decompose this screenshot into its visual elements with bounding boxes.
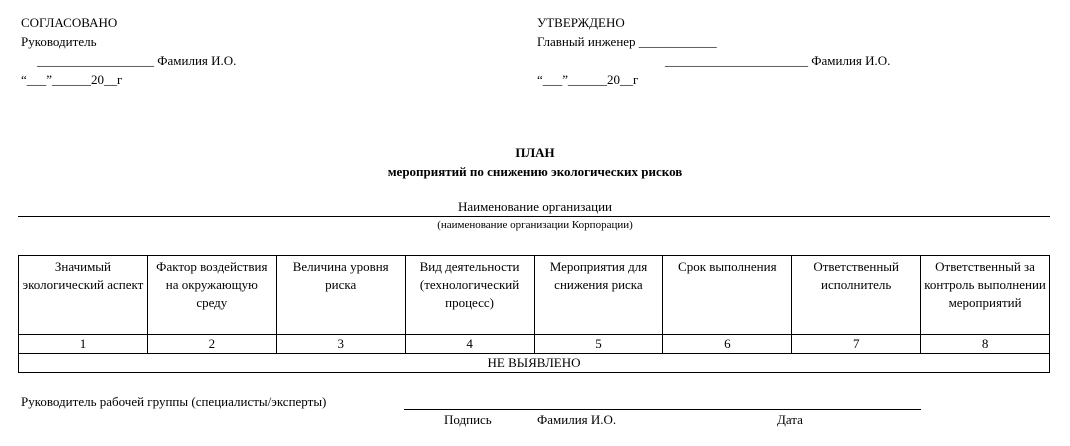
- approval-left-date-line: “___”______20__г: [21, 72, 123, 87]
- column-number-cell: 6: [663, 335, 792, 354]
- date-caption: Дата: [777, 412, 803, 427]
- column-number-cell: 8: [921, 335, 1050, 354]
- signature-caption: Подпись: [444, 412, 492, 427]
- document-subtitle: мероприятий по снижению экологических рисков: [387, 164, 683, 179]
- status-cell: НЕ ВЫЯВЛЕНО: [19, 354, 1050, 373]
- header-cell: Ответственный исполнитель: [792, 256, 921, 335]
- header-cell: Мероприятия для снижения риска: [534, 256, 663, 335]
- header-cell: Фактор воздействия на окружающую среду: [147, 256, 276, 335]
- column-number-cell: 1: [19, 335, 148, 354]
- approval-left-position: Руководитель: [21, 34, 97, 49]
- header-cell: Вид деятельности (технологический процесс): [405, 256, 534, 335]
- header-cell: Значимый экологический аспект: [19, 256, 148, 335]
- column-number-cell: 3: [276, 335, 405, 354]
- organization-underline: [18, 216, 1050, 217]
- approval-right-date-line: “___”______20__г: [537, 72, 639, 87]
- column-number-cell: 5: [534, 335, 663, 354]
- approval-right-signature-line: ______________________ Фамилия И.О.: [665, 53, 891, 68]
- column-number-cell: 7: [792, 335, 921, 354]
- table-number-row: [19, 335, 1050, 354]
- header-cell: Величина уровня риска: [276, 256, 405, 335]
- table-header-row: [19, 256, 1050, 335]
- document-title: ПЛАН: [515, 145, 555, 160]
- header-cell: Ответственный за контроль выполнении мероприятий: [921, 256, 1050, 335]
- organization-name: Наименование организации: [457, 199, 613, 214]
- signature-line: [404, 409, 921, 410]
- table-status-row: [19, 354, 1050, 373]
- column-number-cell: 2: [147, 335, 276, 354]
- approval-right-position: Главный инженер ____________: [537, 34, 717, 49]
- approval-right-heading: УТВЕРЖДЕНО: [537, 15, 625, 30]
- plan-table: [18, 255, 1050, 373]
- approval-left-heading: СОГЛАСОВАНО: [21, 15, 118, 30]
- name-caption: Фамилия И.О.: [537, 412, 617, 427]
- column-number-cell: 4: [405, 335, 534, 354]
- footer-group-leader-label: Руководитель рабочей группы (специалисты/эксперты): [21, 394, 327, 409]
- organization-caption: (наименование организации Корпорации): [437, 219, 633, 231]
- approval-left-signature-line: __________________ Фамилия И.О.: [37, 53, 237, 68]
- header-cell: Срок выполнения: [663, 256, 792, 335]
